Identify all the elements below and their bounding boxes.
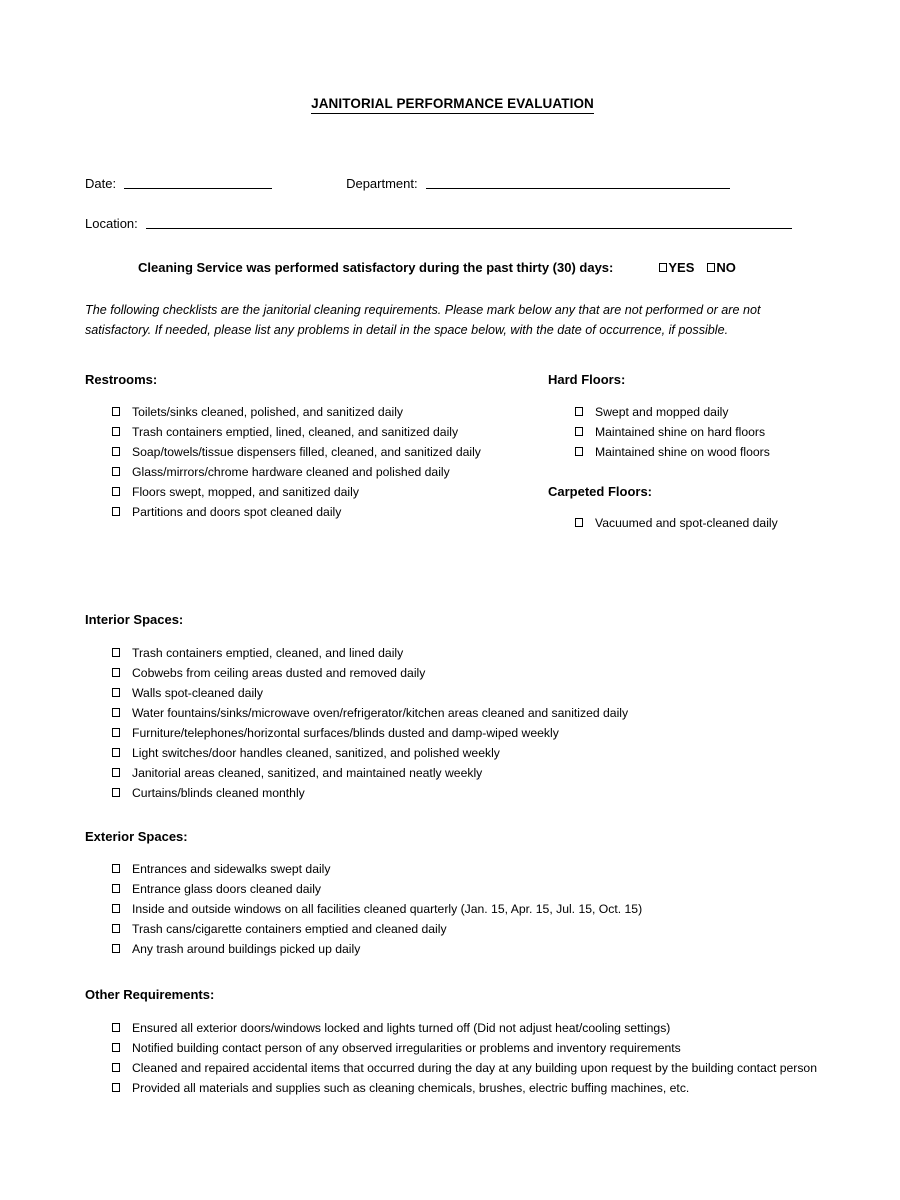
list-item[interactable]	[575, 422, 820, 442]
checkbox-icon[interactable]	[112, 748, 120, 757]
list-item-label: Trash cans/cigarette containers emptied and cleaned daily	[132, 922, 447, 937]
department-input[interactable]	[426, 188, 730, 189]
section-heading-interior-spaces: Interior Spaces:	[85, 612, 184, 628]
list-item-label: Inside and outside windows on all facilities cleaned quarterly (Jan. 15, Apr. 15, Jul. 15, Oct. 15)	[132, 902, 643, 917]
checklist-other-requirements	[85, 1018, 820, 1098]
list-item[interactable]	[112, 482, 525, 502]
checkbox-icon[interactable]	[112, 944, 120, 953]
list-item[interactable]	[112, 1018, 820, 1038]
checklist-hard-floors	[548, 402, 820, 462]
list-item[interactable]	[112, 683, 820, 703]
checkbox-icon[interactable]	[112, 688, 120, 697]
checkbox-icon[interactable]	[112, 407, 120, 416]
list-item-label: Water fountains/sinks/microwave oven/refrigerator/kitchen areas cleaned and sanitized daily	[132, 705, 629, 720]
checkbox-icon[interactable]	[112, 1063, 120, 1072]
checkbox-icon[interactable]	[112, 507, 120, 516]
checkbox-icon[interactable]	[575, 447, 583, 456]
satisfactory-no-option[interactable]	[707, 260, 736, 275]
checkbox-icon[interactable]	[112, 447, 120, 456]
checklist-interior-spaces	[85, 643, 820, 803]
floors-sections	[548, 372, 820, 533]
location-label: Location:	[85, 216, 138, 232]
checkbox-icon[interactable]	[112, 648, 120, 657]
page-title-container	[85, 0, 820, 114]
checklist-exterior-spaces	[85, 859, 820, 959]
list-item-label: Trash containers emptied, lined, cleaned, and sanitized daily	[132, 424, 459, 439]
list-item-label: Provided all materials and supplies such as cleaning chemicals, brushes, electric buffing machines, etc.	[132, 1081, 690, 1095]
section-heading-restrooms: Restrooms:	[85, 372, 158, 388]
checkbox-icon[interactable]	[112, 427, 120, 436]
list-item[interactable]	[112, 939, 820, 959]
satisfactory-question-row	[85, 260, 820, 275]
list-item-label: Swept and mopped daily	[595, 404, 729, 419]
satisfactory-no-label: NO	[716, 260, 736, 276]
list-item[interactable]	[112, 663, 820, 683]
list-item[interactable]	[112, 899, 820, 919]
checkbox-icon[interactable]	[112, 1083, 120, 1092]
list-item-label: Cleaned and repaired accidental items that occurred during the day at any building upon request by the building contact person	[132, 1061, 817, 1075]
list-item-label: Vacuumed and spot-cleaned daily	[595, 516, 778, 531]
checkbox-icon[interactable]	[112, 904, 120, 913]
satisfactory-yes-label: YES	[668, 260, 695, 276]
page-title: JANITORIAL PERFORMANCE EVALUATION	[311, 96, 594, 114]
list-item-label: Trash containers emptied, cleaned, and lined daily	[132, 645, 404, 660]
list-item-label: Maintained shine on hard floors	[595, 424, 766, 439]
section-heading-other-requirements: Other Requirements:	[85, 987, 215, 1003]
two-column-section	[85, 372, 820, 568]
satisfactory-question-text: Cleaning Service was performed satisfactory during the past thirty (30) days:	[138, 260, 614, 276]
list-item[interactable]	[575, 402, 820, 422]
checkbox-icon[interactable]	[575, 518, 583, 527]
list-item[interactable]	[112, 643, 820, 663]
list-item[interactable]	[112, 703, 820, 723]
checklist-carpeted-floors	[548, 513, 820, 533]
list-item[interactable]	[112, 502, 525, 522]
location-input[interactable]	[146, 228, 792, 229]
checkbox-icon[interactable]	[112, 1043, 120, 1052]
exterior-spaces-section	[85, 829, 820, 960]
list-item[interactable]	[112, 1038, 820, 1058]
list-item-label: Janitorial areas cleaned, sanitized, and maintained neatly weekly	[132, 765, 483, 780]
list-item-label: Partitions and doors spot cleaned daily	[132, 504, 342, 519]
list-item[interactable]	[112, 422, 525, 442]
checkbox-icon[interactable]	[112, 1023, 120, 1032]
date-department-row	[85, 177, 820, 191]
checkbox-icon[interactable]	[112, 728, 120, 737]
list-item[interactable]	[112, 1058, 820, 1078]
list-item[interactable]	[112, 879, 820, 899]
checkbox-icon[interactable]	[112, 467, 120, 476]
checklist-restrooms	[85, 402, 525, 522]
list-item-label: Cobwebs from ceiling areas dusted and removed daily	[132, 665, 426, 680]
checkbox-icon[interactable]	[112, 884, 120, 893]
list-item-label: Curtains/blinds cleaned monthly	[132, 785, 305, 800]
checkbox-icon[interactable]	[112, 487, 120, 496]
checkbox-icon[interactable]	[575, 427, 583, 436]
list-item-label: Maintained shine on wood floors	[595, 444, 770, 459]
date-label: Date:	[85, 176, 117, 192]
list-item[interactable]	[112, 783, 820, 803]
list-item[interactable]	[575, 513, 820, 533]
list-item[interactable]	[112, 743, 820, 763]
satisfactory-options	[659, 260, 736, 275]
list-item-label: Light switches/door handles cleaned, sanitized, and polished weekly	[132, 745, 500, 760]
checkbox-icon[interactable]	[575, 407, 583, 416]
list-item[interactable]	[112, 462, 525, 482]
list-item-label: Entrance glass doors cleaned daily	[132, 882, 322, 897]
list-item[interactable]	[112, 402, 525, 422]
section-heading-carpeted-floors: Carpeted Floors:	[548, 483, 653, 499]
checkbox-icon[interactable]	[112, 768, 120, 777]
list-item-label: Any trash around buildings picked up daily	[132, 942, 361, 957]
interior-spaces-section	[85, 612, 820, 803]
restrooms-section	[85, 372, 525, 522]
department-label: Department:	[346, 176, 418, 192]
list-item[interactable]	[112, 442, 525, 462]
checkbox-icon[interactable]	[707, 263, 715, 272]
list-item-label: Ensured all exterior doors/windows locked and lights turned off (Did not adjust heat/cooling settings)	[132, 1021, 671, 1035]
checkbox-icon[interactable]	[112, 924, 120, 933]
checkbox-icon[interactable]	[112, 668, 120, 677]
section-heading-exterior-spaces: Exterior Spaces:	[85, 828, 188, 844]
form-sheet	[85, 0, 820, 1098]
date-input[interactable]	[124, 188, 272, 189]
location-row	[85, 217, 820, 231]
list-item-label: Glass/mirrors/chrome hardware cleaned and polished daily	[132, 464, 450, 479]
satisfactory-yes-option[interactable]	[659, 260, 694, 275]
list-item[interactable]	[112, 859, 820, 879]
checkbox-icon[interactable]	[659, 263, 667, 272]
list-item-label: Floors swept, mopped, and sanitized daily	[132, 484, 359, 499]
list-item[interactable]	[575, 442, 820, 462]
checkbox-icon[interactable]	[112, 788, 120, 797]
checkbox-icon[interactable]	[112, 708, 120, 717]
list-item-label: Notified building contact person of any observed irregularities or problems and inventory requirements	[132, 1041, 681, 1055]
section-heading-hard-floors: Hard Floors:	[548, 372, 626, 388]
list-item-label: Walls spot-cleaned daily	[132, 685, 263, 700]
list-item[interactable]	[112, 763, 820, 783]
list-item-label: Toilets/sinks cleaned, polished, and sanitized daily	[132, 404, 403, 419]
instructions-paragraph: The following checklists are the janitorial cleaning requirements. Please mark below any that are not performed or are not satisfactory. If needed, please list any problems in detail in the space below, with the date of occurrence, if possible.	[85, 303, 761, 337]
list-item[interactable]	[112, 1078, 820, 1098]
other-requirements-section	[85, 987, 820, 1098]
list-item-label: Entrances and sidewalks swept daily	[132, 862, 331, 877]
list-item[interactable]	[112, 723, 820, 743]
list-item-label: Soap/towels/tissue dispensers filled, cleaned, and sanitized daily	[132, 444, 481, 459]
checkbox-icon[interactable]	[112, 864, 120, 873]
list-item-label: Furniture/telephones/horizontal surfaces/blinds dusted and damp-wiped weekly	[132, 725, 559, 740]
list-item[interactable]	[112, 919, 820, 939]
